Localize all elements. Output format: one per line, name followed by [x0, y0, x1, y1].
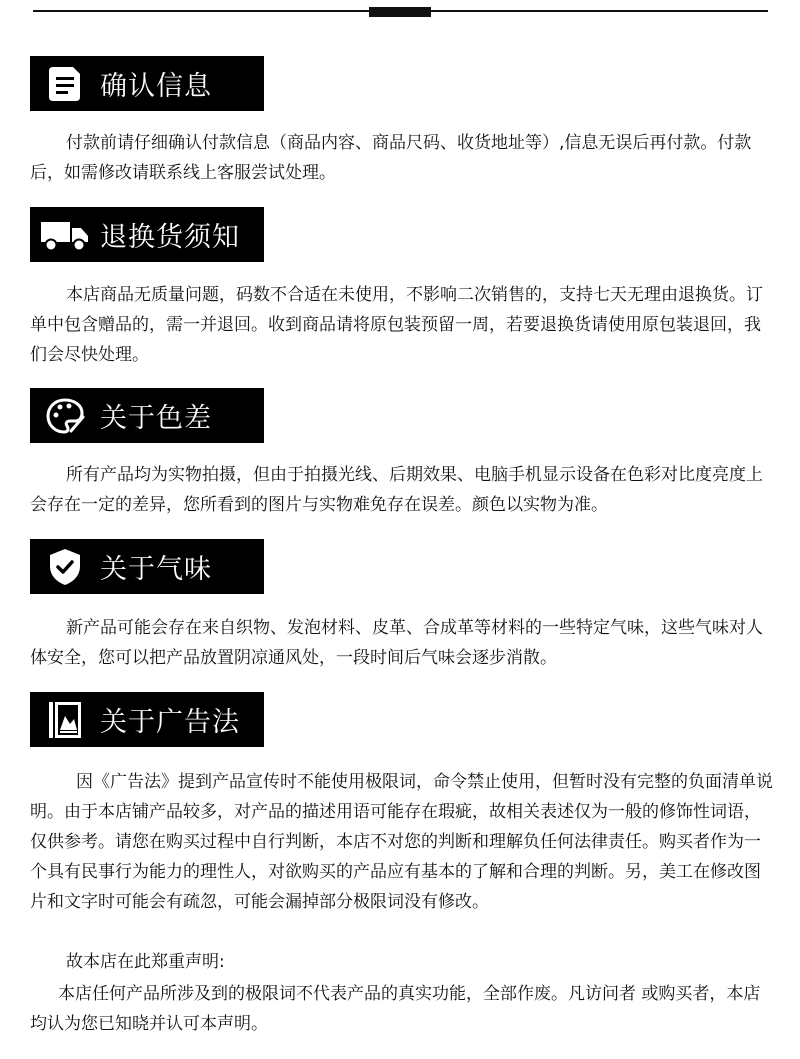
shield-check-icon	[30, 539, 100, 594]
section-title: 关于色差	[100, 403, 212, 434]
truck-icon	[30, 207, 100, 262]
section-body: 付款前请仔细确认付款信息（商品内容、商品尺码、收货地址等）,信息无误后再付款。付款后，如需修改请联系线上客服尝试处理。	[30, 133, 752, 183]
law-book-icon	[30, 692, 100, 747]
section-header-odor	[30, 539, 264, 594]
section-body: 所有产品均为实物拍摄，但由于拍摄光线、后期效果、电脑手机显示设备在色彩对比度亮度上会存在一定的差异，您所看到的图片与实物难免存在误差。颜色以实物为准。	[30, 465, 763, 515]
section-header-confirm-info	[30, 56, 264, 111]
statement-intro: 故本店在此郑重声明:	[66, 952, 225, 972]
section-header-ad-law	[30, 692, 264, 747]
palette-icon	[30, 388, 100, 443]
section-header-returns	[30, 207, 264, 262]
section-title: 关于气味	[100, 554, 212, 585]
section-header-color-difference	[30, 388, 264, 443]
section-body: 本店商品无质量问题，码数不合适在未使用，不影响二次销售的，支持七天无理由退换货。订单中包含赠品的，需一并退回。收到商品请将原包装预留一周，若要退换货请使用原包装退回，我们会尽快处理。	[30, 285, 763, 365]
section-title: 确认信息	[100, 71, 212, 102]
top-divider-tab	[369, 7, 431, 17]
section-title: 关于广告法	[100, 707, 240, 738]
section-body: 因《广告法》提到产品宣传时不能使用极限词，命令禁止使用，但暂时没有完整的负面清单说明。由于本店铺产品较多，对产品的描述用语可能存在瑕疵，故相关表述仅为一般的修饰性词语，仅供参考。请您在购买过程中自行判断，本店不对您的判断和理解负任何法律责任。购买者作为一个具有民事行为能力的理性人，对欲购买的产品应有基本的了解和合理的判断。另，美工在修改图片和文字时可能会有疏忽，可能会漏掉部分极限词没有修改。	[30, 772, 773, 912]
section-body: 新产品可能会存在来自织物、发泡材料、皮革、合成革等材料的一些特定气味，这些气味对人体安全，您可以把产品放置阴凉通风处，一段时间后气味会逐步消散。	[30, 618, 763, 668]
statement-text: 本店任何产品所涉及到的极限词不代表产品的真实功能，全部作废。凡访问者 或购买者，本店均认为您已知晓并认可本声明。	[30, 984, 761, 1034]
document-icon	[30, 56, 100, 111]
section-title: 退换货须知	[100, 222, 240, 253]
